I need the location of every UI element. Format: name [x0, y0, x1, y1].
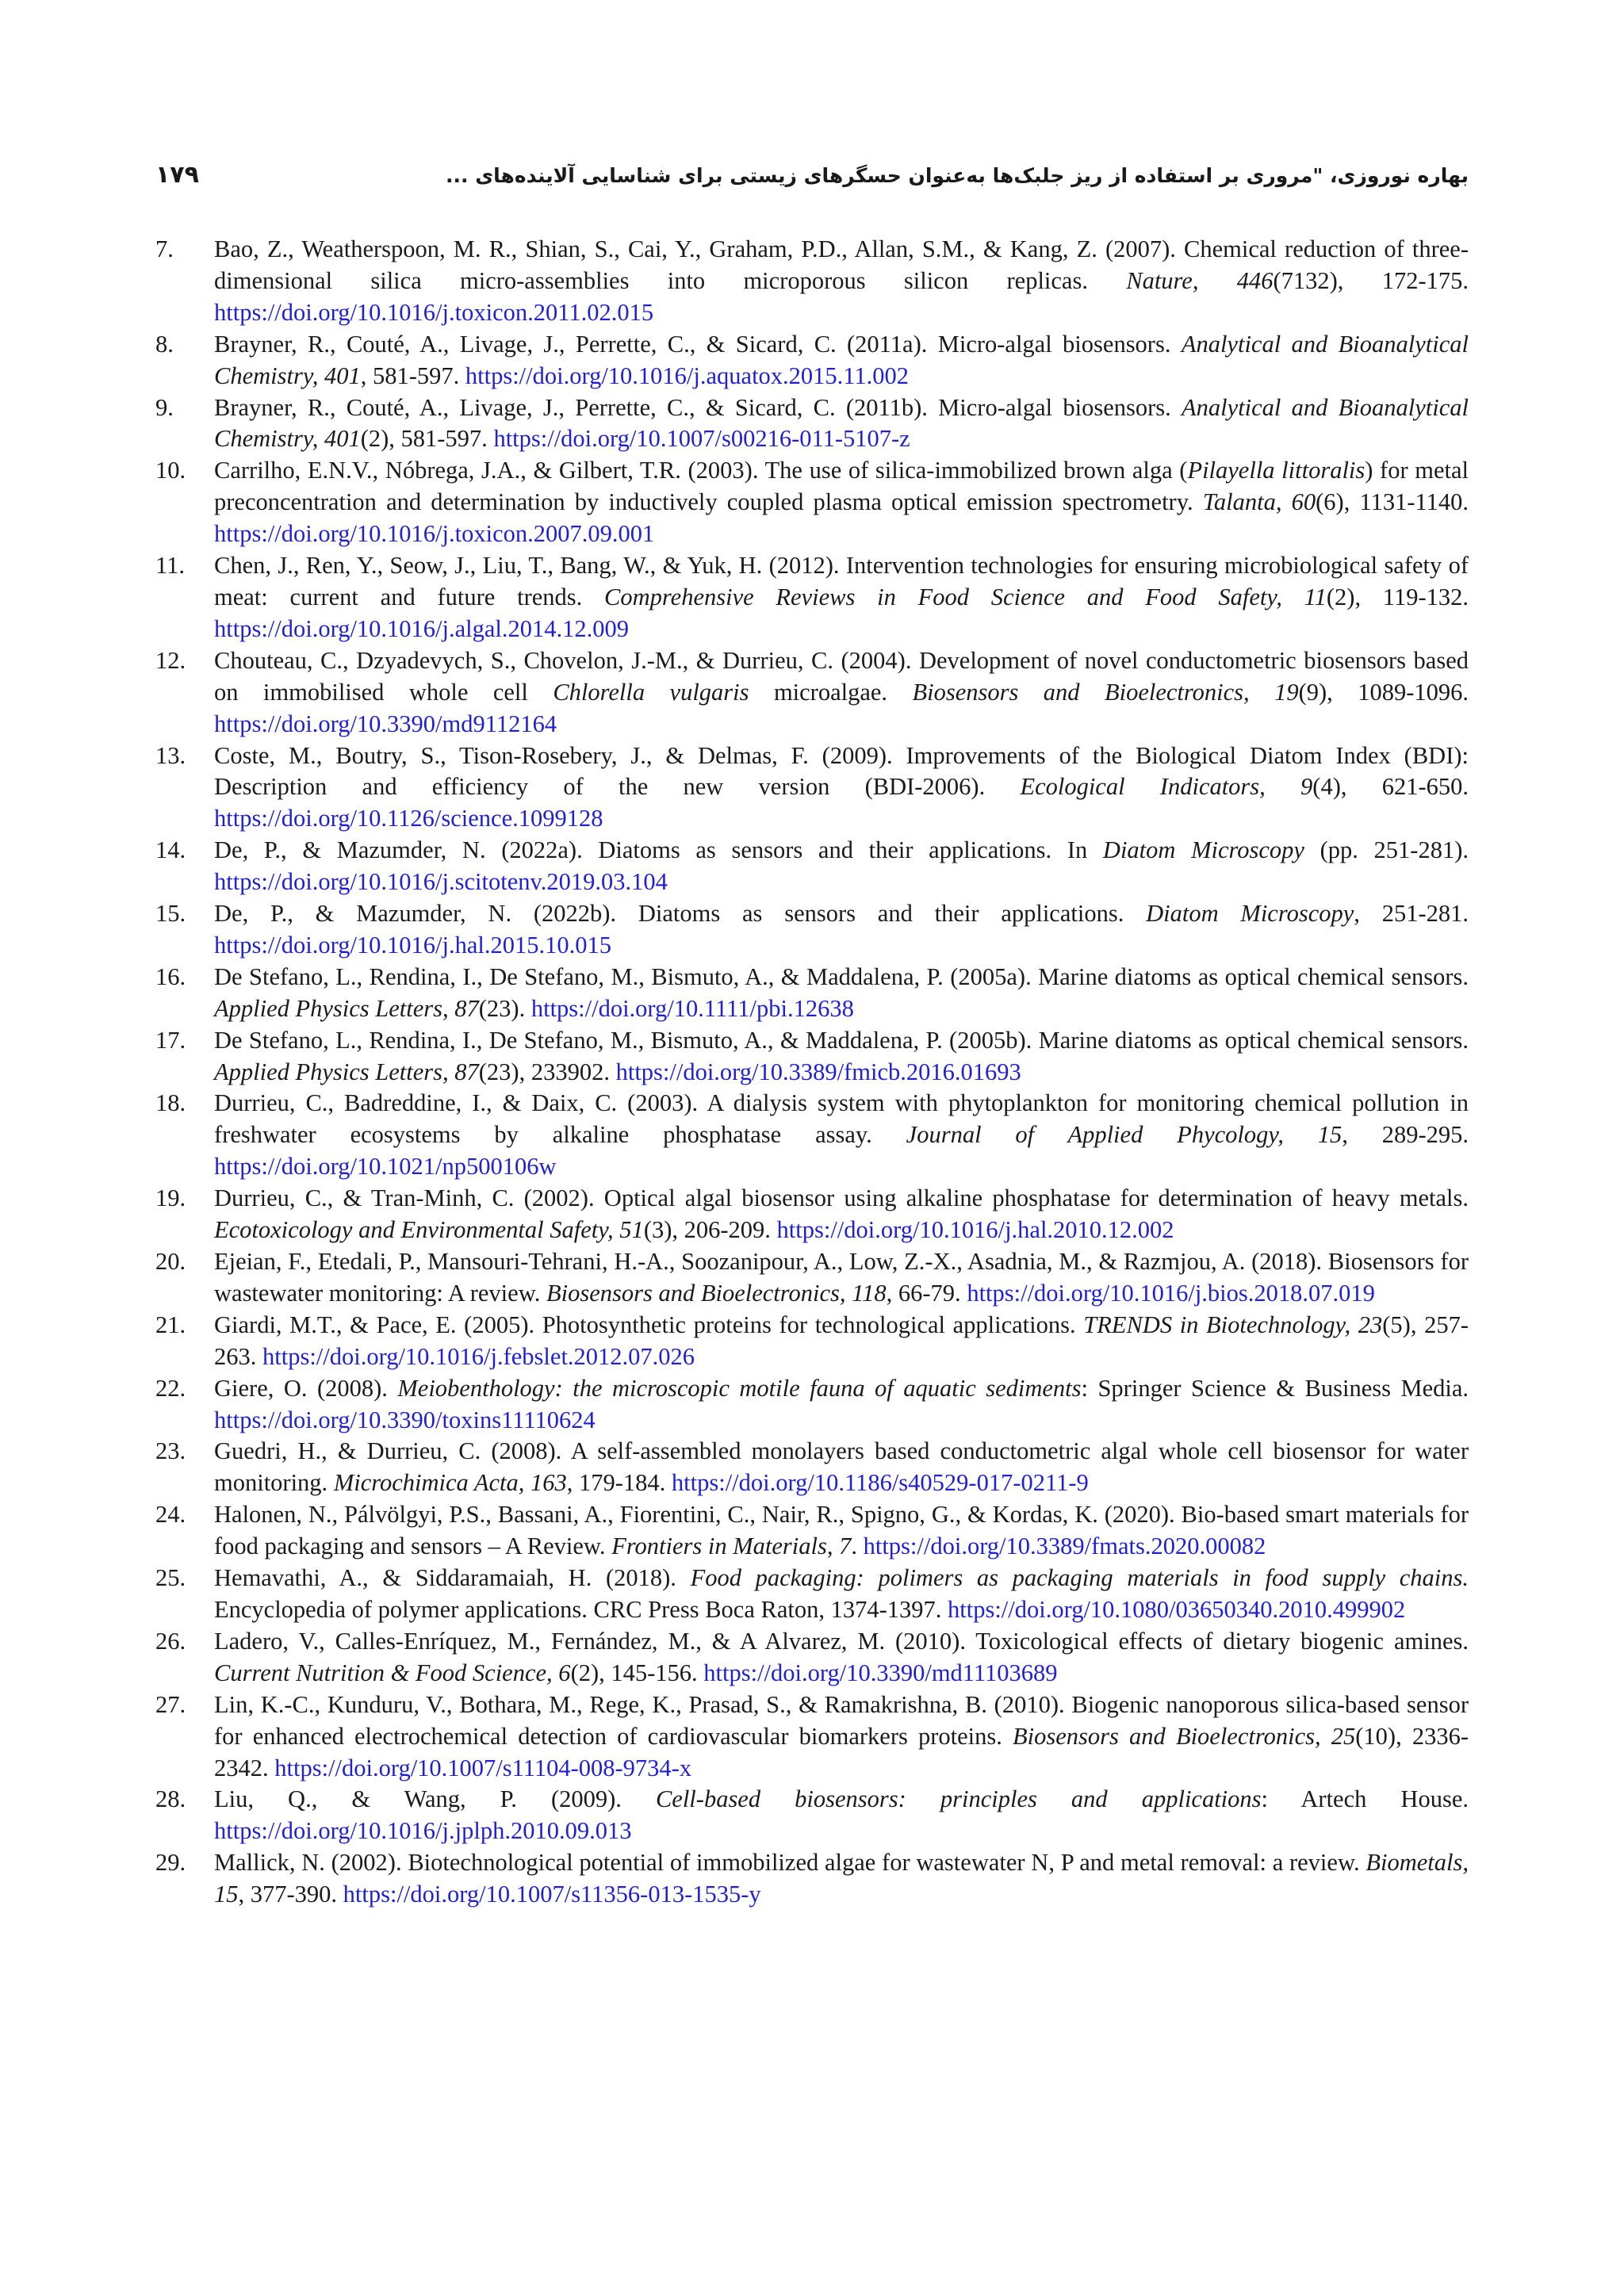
reference-text: (23). [478, 994, 531, 1022]
reference-text: (9), 1089-1096. [1298, 678, 1469, 706]
reference-item [155, 962, 1469, 1025]
reference-text: Halonen, N., Pálvölgyi, P.S., Bassani, A., Fiorentini, C., Nair, R., Spigno, G., & Kordas, K. (2020). Bio-based smart materials for food packaging and sensors – A Review. [214, 1501, 1469, 1560]
reference-number: 11. [155, 552, 185, 580]
doi-link[interactable]: https://doi.org/10.1016/j.febslet.2012.07.026 [262, 1342, 695, 1370]
reference-item [155, 1436, 1469, 1499]
reference-text: De Stefano, L., Rendina, I., De Stefano, M., Bismuto, A., & Maddalena, P. (2005b). Marine diatoms as optical chemical sensors. [214, 1026, 1469, 1054]
reference-text: Bao, Z., Weatherspoon, M. R., Shian, S., Cai, Y., Graham, P.D., Allan, S.M., & Kang, Z. (2007). Chemical reduction of three-dimensional silica micro-assemblies into microporous silicon replicas. [214, 235, 1469, 294]
reference-text: , 377-390. [238, 1881, 343, 1908]
reference-number: 15. [155, 900, 186, 928]
reference-text: Coste, M., Boutry, S., Tison-Rosebery, J., & Delmas, F. (2009). Improvements of the Biological Diatom Index (BDI): Description and efficiency of the new version (BDI-2006). [214, 741, 1469, 801]
doi-link[interactable]: https://doi.org/10.1016/j.aquatox.2015.11.002 [465, 362, 910, 389]
reference-item [155, 1246, 1469, 1310]
reference-number: 26. [155, 1627, 186, 1655]
reference-text: : Artech House. [1261, 1785, 1469, 1813]
reference-item [155, 1310, 1469, 1373]
reference-item [155, 550, 1469, 645]
reference-item [155, 1563, 1469, 1626]
reference-item [155, 329, 1469, 392]
reference-text: Hemavathi, A., & Siddaramaiah, H. (2018). [214, 1564, 691, 1592]
doi-link[interactable]: https://doi.org/10.1016/j.toxicon.2011.02.015 [214, 298, 654, 326]
doi-link[interactable]: https://doi.org/10.1186/s40529-017-0211-9 [671, 1469, 1089, 1497]
reference-number: 23. [155, 1437, 186, 1465]
reference-source-italic: Food packaging: polimers as packaging materials in food supply chains. [690, 1564, 1469, 1592]
doi-link[interactable]: https://doi.org/10.3390/toxins11110624 [214, 1406, 596, 1433]
doi-link[interactable]: https://doi.org/10.1007/s00216-011-5107-z [493, 425, 910, 453]
reference-text: (2), 581-597. [360, 425, 494, 453]
reference-number: 21. [155, 1311, 186, 1338]
reference-source-italic: Applied Physics Letters, 87 [214, 994, 479, 1022]
reference-number: 13. [155, 741, 186, 769]
reference-source-italic: Diatom Microscopy [1146, 900, 1354, 928]
reference-item [155, 1689, 1469, 1785]
running-title: بهاره نوروزی، "مروری بر استفاده از ریز جلبک‌ها به‌عنوان حسگرهای زیستی برای شناسایی آلاینده‌های ... [446, 164, 1469, 187]
doi-link[interactable]: https://doi.org/10.1111/pbi.12638 [530, 994, 854, 1022]
reference-item [155, 1183, 1469, 1246]
doi-link[interactable]: https://doi.org/10.1007/s11104-008-9734-x [274, 1754, 692, 1781]
doi-link[interactable]: https://doi.org/10.3390/md9112164 [214, 710, 557, 737]
reference-text: , 289-295. [1342, 1121, 1469, 1149]
reference-item [155, 234, 1469, 329]
reference-text: Liu, Q., & Wang, P. (2009). [214, 1785, 656, 1813]
reference-number: 29. [155, 1849, 186, 1877]
reference-item [155, 1088, 1469, 1183]
reference-text: (23), 233902. [478, 1058, 616, 1085]
reference-list [155, 234, 1469, 1911]
reference-text: (5), 257-263. [214, 1311, 1469, 1370]
reference-source-italic: Biometals, 15 [214, 1849, 1469, 1908]
reference-source-italic: Cell-based biosensors: principles and applications [655, 1785, 1262, 1813]
reference-text: Chouteau, C., Dzyadevych, S., Chovelon, J.-M., & Durrieu, C. (2004). Development of novel conductometric biosensors based on immobilised whole cell [214, 646, 1469, 706]
reference-text: De Stefano, L., Rendina, I., De Stefano, M., Bismuto, A., & Maddalena, P. (2005a). Marine diatoms as optical chemical sensors. [214, 962, 1469, 990]
doi-link[interactable]: https://doi.org/10.1016/j.bios.2018.07.019 [967, 1279, 1375, 1307]
doi-link[interactable]: https://doi.org/10.1016/j.jplph.2010.09.013 [214, 1817, 632, 1845]
reference-text: Chen, J., Ren, Y., Seow, J., Liu, T., Bang, W., & Yuk, H. (2012). Intervention technologies for ensuring microbiological safety of meat: current and future trends. [214, 552, 1469, 610]
reference-item [155, 645, 1469, 740]
reference-item [155, 1847, 1469, 1911]
reference-item [155, 455, 1469, 550]
reference-number: 7. [155, 235, 174, 262]
reference-number: 25. [155, 1564, 186, 1592]
reference-item [155, 1626, 1469, 1689]
reference-text: Ejeian, F., Etedali, P., Mansouri-Tehrani, H.-A., Soozanipour, A., Low, Z.-X., Asadnia, M., & Razmjou, A. (2018). Biosensors for wastewater monitoring: A review. [214, 1248, 1469, 1307]
reference-source-italic: Diatom Microscopy [1102, 836, 1304, 864]
reference-item [155, 1373, 1469, 1437]
reference-text: , 66-79. [886, 1279, 967, 1307]
reference-item [155, 1499, 1469, 1563]
reference-item [155, 392, 1469, 456]
reference-text: (6), 1131-1140. [1316, 488, 1469, 516]
reference-item [155, 835, 1469, 898]
reference-source-italic: Frontiers in Materials, 7 [611, 1533, 852, 1560]
reference-text: Brayner, R., Couté, A., Livage, J., Perrette, C., & Sicard, C. (2011b). Micro-algal biosensors. [214, 393, 1182, 421]
reference-source-italic: Microchimica Acta, 163 [333, 1469, 567, 1497]
reference-text: Ladero, V., Calles-Enríquez, M., Fernández, M., & A Alvarez, M. (2010). Toxicological effects of dietary biogenic amines. [214, 1627, 1469, 1655]
reference-source-italic: Current Nutrition & Food Science, 6 [214, 1659, 571, 1686]
reference-text: (4), 621-650. [1312, 773, 1469, 801]
reference-source-italic: Meiobenthology: the microscopic motile fauna of aquatic sediments [397, 1374, 1082, 1402]
reference-text: microalgae. [749, 678, 913, 706]
doi-link[interactable]: https://doi.org/10.1016/j.toxicon.2007.09.001 [214, 520, 655, 548]
reference-source-italic: Biosensors and Bioelectronics, 19 [912, 678, 1299, 706]
reference-source-italic: Biosensors and Bioelectronics, 118 [546, 1279, 887, 1307]
reference-number: 16. [155, 962, 186, 990]
reference-number: 10. [155, 457, 186, 484]
reference-source-italic: Biosensors and Bioelectronics, 25 [1013, 1722, 1356, 1750]
reference-text: (2), 145-156. [570, 1659, 704, 1686]
reference-text: , 179-184. [566, 1469, 672, 1497]
reference-source-italic: TRENDS in Biotechnology, 23 [1083, 1311, 1383, 1338]
reference-source-italic: Ecological Indicators, 9 [1020, 773, 1313, 801]
reference-source-italic: Journal of Applied Phycology, 15 [906, 1121, 1342, 1149]
reference-text: (3), 206-209. [643, 1216, 777, 1244]
reference-number: 8. [155, 330, 174, 358]
reference-number: 17. [155, 1026, 186, 1054]
reference-source-italic: Applied Physics Letters, 87 [214, 1058, 479, 1085]
reference-text: : Springer Science & Business Media. [1081, 1374, 1469, 1402]
reference-text: Guedri, H., & Durrieu, C. (2008). A self-assembled monolayers based conductometric algal whole cell biosensor for water monitoring. [214, 1437, 1469, 1497]
reference-text: , 251-281. [1354, 900, 1469, 928]
reference-text: ) for metal preconcentration and determination by inductively coupled plasma optical emission spectrometry. [214, 457, 1469, 516]
reference-source-italic: Analytical and Bioanalytical Chemistry, 401 [214, 330, 1469, 389]
doi-link[interactable]: https://doi.org/10.1016/j.algal.2014.12.009 [214, 614, 630, 642]
doi-link[interactable]: https://doi.org/10.1021/np500106w [214, 1153, 557, 1181]
reference-text: (10), 2336-2342. [214, 1722, 1469, 1781]
reference-text: Giere, O. (2008). [214, 1374, 398, 1402]
reference-item [155, 1025, 1469, 1089]
reference-source-italic: Pilayella littoralis [1187, 457, 1365, 484]
reference-item [155, 740, 1469, 836]
reference-number: 9. [155, 393, 174, 421]
reference-source-italic: Chlorella vulgaris [553, 678, 749, 706]
page-number: ۱۷۹ [155, 161, 199, 189]
reference-text: De, P., & Mazumder, N. (2022b). Diatoms as sensors and their applications. [214, 900, 1147, 928]
reference-number: 27. [155, 1690, 186, 1718]
reference-text: Durrieu, C., Badreddine, I., & Daix, C. (2003). A dialysis system with phytoplankton for monitoring chemical pollution in freshwater ecosystems by alkaline phosphatase assay. [214, 1089, 1469, 1149]
reference-source-italic: Analytical and Bioanalytical Chemistry, 401 [214, 393, 1469, 453]
doi-link[interactable]: https://doi.org/10.3389/fmats.2020.00082 [863, 1533, 1266, 1560]
reference-text: . [851, 1533, 864, 1560]
doi-link[interactable]: https://doi.org/10.1126/science.1099128 [214, 805, 603, 832]
reference-text: , 581-597. [360, 362, 465, 389]
reference-number: 20. [155, 1248, 186, 1275]
reference-number: 22. [155, 1374, 186, 1402]
doi-link[interactable]: https://doi.org/10.3390/md11103689 [703, 1659, 1058, 1686]
reference-item [155, 1784, 1469, 1847]
reference-source-italic: Talanta, 60 [1202, 488, 1316, 516]
reference-number: 12. [155, 646, 186, 674]
reference-number: 18. [155, 1089, 186, 1117]
reference-item [155, 898, 1469, 962]
reference-text: Giardi, M.T., & Pace, E. (2005). Photosynthetic proteins for technological applications. [214, 1311, 1084, 1338]
reference-source-italic: Ecotoxicology and Environmental Safety, 51 [214, 1216, 644, 1244]
reference-text: De, P., & Mazumder, N. (2022a). Diatoms as sensors and their applications. In [214, 836, 1103, 864]
doi-link[interactable]: https://doi.org/10.1016/j.scitotenv.2019.03.104 [214, 868, 668, 896]
reference-text: Brayner, R., Couté, A., Livage, J., Perrette, C., & Sicard, C. (2011a). Micro-algal biosensors. [214, 330, 1182, 358]
doi-link[interactable]: https://doi.org/10.1007/s11356-013-1535-y [343, 1881, 761, 1908]
reference-text: Lin, K.-C., Kunduru, V., Bothara, M., Rege, K., Prasad, S., & Ramakrishna, B. (2010). Biogenic nanoporous silica-based sensor for enhanced electrochemical detection of cardiovascular biomarkers proteins. [214, 1690, 1469, 1750]
reference-text: (7132), 172-175. [1273, 266, 1469, 294]
reference-text: (2), 119-132. [1326, 583, 1469, 610]
reference-text: Encyclopedia of polymer applications. CRC Press Boca Raton, 1374-1397. [214, 1595, 948, 1623]
doi-link[interactable]: https://doi.org/10.1080/03650340.2010.499902 [948, 1595, 1406, 1623]
doi-link[interactable]: https://doi.org/10.3389/fmicb.2016.01693 [615, 1058, 1021, 1085]
reference-text: (pp. 251-281). [1304, 836, 1469, 864]
reference-number: 19. [155, 1184, 186, 1212]
reference-number: 14. [155, 836, 186, 864]
reference-source-italic: Comprehensive Reviews in Food Science and Food Safety, 11 [604, 583, 1327, 610]
reference-text: Carrilho, E.N.V., Nóbrega, J.A., & Gilbert, T.R. (2003). The use of silica-immobilized brown alga ( [214, 457, 1188, 484]
reference-source-italic: Nature, 446 [1126, 266, 1274, 294]
page-header [155, 161, 1469, 201]
reference-text: Mallick, N. (2002). Biotechnological potential of immobilized algae for wastewater N, P and metal removal: a review. [214, 1849, 1366, 1877]
reference-number: 24. [155, 1501, 186, 1529]
doi-link[interactable]: https://doi.org/10.1016/j.hal.2015.10.015 [214, 931, 612, 959]
reference-number: 28. [155, 1785, 186, 1813]
doi-link[interactable]: https://doi.org/10.1016/j.hal.2010.12.002 [776, 1216, 1174, 1244]
reference-text: Durrieu, C., & Tran-Minh, C. (2002). Optical algal biosensor using alkaline phosphatase for determination of heavy metals. [214, 1184, 1469, 1212]
